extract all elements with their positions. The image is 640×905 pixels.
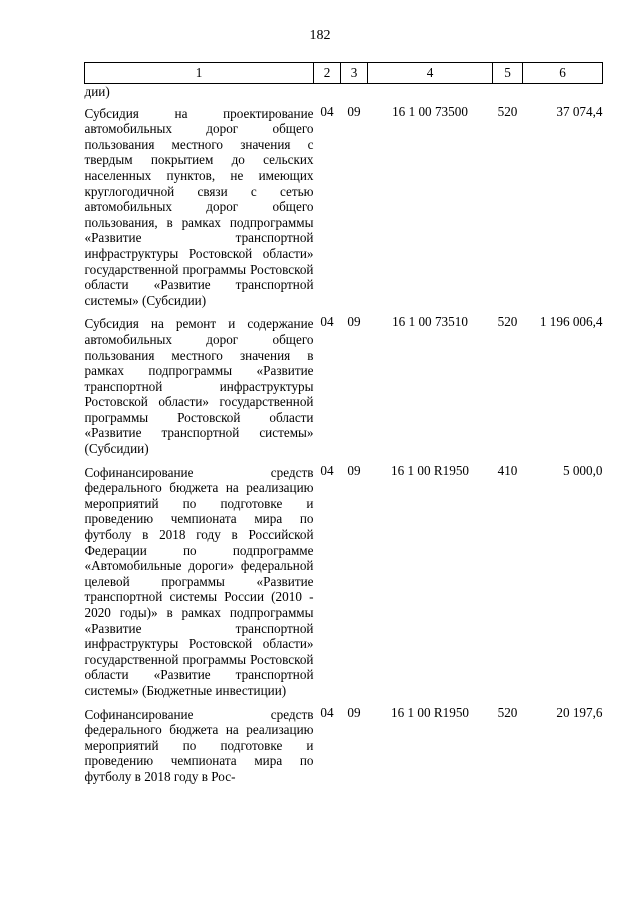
row-amount: 1 196 006,4: [539, 314, 603, 330]
row-subsection: 09: [347, 314, 361, 330]
row-amount: 5 000,0: [562, 462, 603, 478]
table-row: [85, 705, 603, 791]
column-header: 5: [493, 63, 523, 84]
column-header: 4: [368, 63, 493, 84]
column-header: 6: [523, 63, 603, 84]
table-row: [85, 314, 603, 462]
table-row: [85, 463, 603, 705]
row-amount: 37 074,4: [556, 103, 603, 119]
table-header-row: [85, 63, 603, 84]
row-description: Софинансирование средств федерального бюджета на реализацию мероприятий по подготовке и проведению чемпионата мира по футболу в 2018 году в Рос-: [84, 706, 314, 784]
row-subsection: 09: [347, 103, 361, 119]
row-description: Субсидия на проектирование автомобильных дорог общего пользования местного значения с твердым покрытием до сельских населенных пунктов, не имеющих круглогодичной связи с сетью автомобильных дорог общего пользования, в рамках подпрограммы «Развитие транспортной инфраструктуры Ростовской области» государственной программы Ростовской области «Развитие транспортной системы» (Субсидии): [84, 105, 314, 308]
row-section: 04: [320, 314, 334, 330]
row-amount: 20 197,6: [556, 704, 603, 720]
row-subsection: 09: [347, 704, 361, 720]
column-header: 2: [314, 63, 341, 84]
row-target-article: 16 1 00 73500: [392, 103, 468, 119]
row-target-article: 16 1 00 73510: [392, 314, 468, 330]
row-description: Софинансирование средств федерального бюджета на реализацию мероприятий по подготовке и проведению чемпионата мира по футболу в 2018 году в Российской Федерации по подпрограмме «Автомобильные дороги» федеральной целевой программы «Развитие транспортной системы России (2010 - 2020 годы)» в рамках подпрограммы «Развитие транспортной инфраструктуры Ростовской области» государственной программы Ростовской области «Развитие транспортной системы» (Бюджетные инвестиции): [84, 464, 314, 698]
column-header: 3: [341, 63, 368, 84]
budget-table: [84, 62, 603, 791]
row-section: 04: [320, 704, 334, 720]
page-number: 182: [309, 28, 331, 43]
row-expense-type: 520: [497, 314, 518, 330]
column-header: 1: [85, 63, 314, 84]
table-row: [85, 104, 603, 315]
continuation-text: дии): [84, 84, 110, 99]
row-target-article: 16 1 00 R1950: [390, 462, 470, 478]
continuation-row: [85, 84, 603, 104]
row-subsection: 09: [347, 462, 361, 478]
row-section: 04: [320, 462, 334, 478]
row-expense-type: 520: [497, 103, 518, 119]
row-expense-type: 410: [497, 462, 518, 478]
row-description: Субсидия на ремонт и содержание автомобильных дорог общего пользования местного значения в рамках подпрограммы «Развитие транспортной инфраструктуры Ростовской области» государственной программы Ростовской области «Развитие транспортной системы» (Субсидии): [84, 316, 314, 457]
row-target-article: 16 1 00 R1950: [390, 704, 470, 720]
row-expense-type: 520: [497, 704, 518, 720]
row-section: 04: [320, 103, 334, 119]
